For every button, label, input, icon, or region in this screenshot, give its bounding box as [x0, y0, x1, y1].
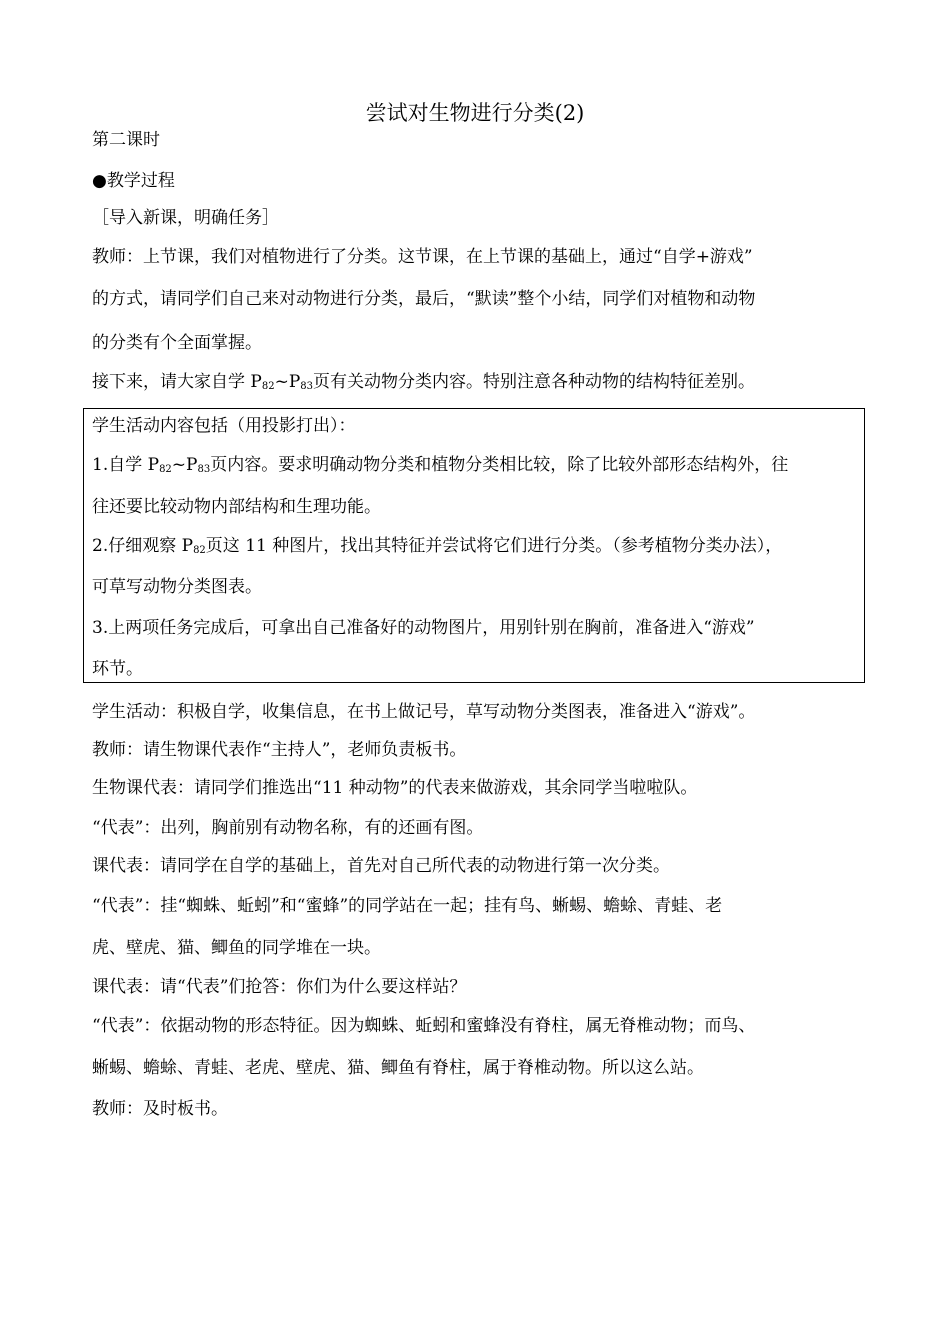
section-heading: ●教学过程	[92, 171, 175, 191]
paragraph: 课代表：请“代表”们抢答：你们为什么要这样站？	[92, 977, 467, 997]
activity-box	[83, 408, 865, 683]
paragraph: 蜥蜴、蟾蜍、青蛙、老虎、壁虎、猫、鲫鱼有脊柱，属于脊椎动物。所以这么站。	[92, 1058, 704, 1078]
paragraph: 课代表：请同学在自学的基础上，首先对自己所代表的动物进行第一次分类。	[92, 856, 670, 876]
paragraph: 生物课代表：请同学们推选出“11 种动物”的代表来做游戏，其余同学当啦啦队。	[92, 778, 698, 798]
box-item-3-cont: 环节。	[92, 659, 143, 679]
next-paragraph: 接下来，请大家自学 $P_{82}\sim P_{83}$页有关动物分类内容。特别注意各种动物的结构特征差别。	[92, 372, 755, 392]
paragraph: “代表”：出列，胸前别有动物名称，有的还画有图。	[92, 818, 484, 838]
paragraph: 教师：请生物课代表作“主持人”，老师负责板书。	[92, 740, 467, 760]
box-header: 学生活动内容包括（用投影打出）：	[92, 416, 356, 436]
paragraph: “代表”：依据动物的形态特征。因为蜘蛛、蚯蚓和蜜蜂没有脊柱，属无脊椎动物；而鸟、	[92, 1016, 756, 1036]
document-title: 尝试对生物进行分类(2)	[365, 101, 585, 125]
paragraph: 虎、壁虎、猫、鲫鱼的同学堆在一块。	[92, 938, 381, 958]
box-item-3: 3.上两项任务完成后，可拿出自己准备好的动物图片，用别针别在胸前，准备进入“游戏”	[92, 618, 755, 638]
intro-line: 的分类有个全面掌握。	[92, 333, 262, 353]
paragraph: 教师：及时板书。	[92, 1099, 228, 1119]
lesson-label: 第二课时	[92, 130, 160, 150]
intro-line: 教师：上节课，我们对植物进行了分类。这节课，在上节课的基础上，通过“自学+游戏”	[92, 247, 753, 267]
box-item-1-cont: 往还要比较动物内部结构和生理功能。	[92, 497, 381, 517]
bracket-heading: ［导入新课，明确任务］	[92, 208, 279, 228]
intro-line: 的方式，请同学们自己来对动物进行分类，最后，“默读”整个小结，同学们对植物和动物	[92, 289, 756, 309]
paragraph: 学生活动：积极自学，收集信息，在书上做记号，草写动物分类图表，准备进入“游戏”。	[92, 702, 756, 722]
box-item-2: 2.仔细观察 $P_{82}$页这 11 种图片，找出其特征并尝试将它们进行分类。（参考植物分类办法），	[92, 536, 783, 556]
box-item-1: 1.自学 $P_{82}\sim P_{83}$页内容。要求明确动物分类和植物分类相比较，除了比较外部形态结构外，往	[92, 455, 789, 475]
paragraph: “代表”：挂“蜘蛛、蚯蚓”和“蜜蜂”的同学站在一起；挂有鸟、蜥蜴、蟾蜍、青蛙、老	[92, 896, 723, 916]
box-item-2-cont: 可草写动物分类图表。	[92, 577, 262, 597]
